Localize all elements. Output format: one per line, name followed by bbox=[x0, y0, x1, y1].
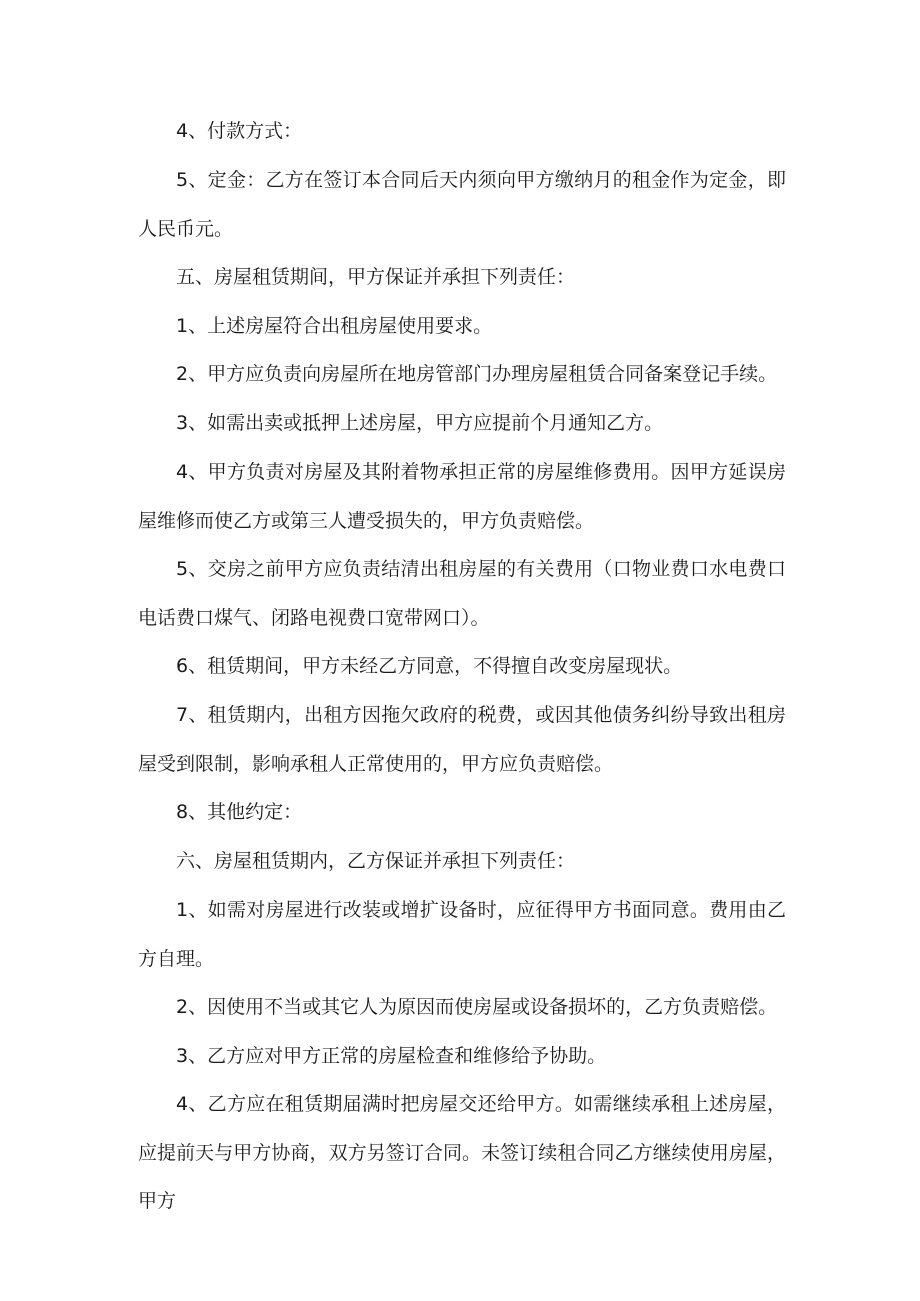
section-heading-five: 五、房屋租赁期间，甲方保证并承担下列责任： bbox=[176, 266, 576, 288]
paragraph-tenant-item-2: 2、因使用不当或其它人为原因而使房屋或设备损坏的，乙方负责赔偿。 bbox=[176, 996, 778, 1018]
paragraph-deposit: 5、定金：乙方在签订本合同后天内须向甲方缴纳月的租金作为定金，即人民币元。 bbox=[138, 169, 786, 240]
paragraph-tenant-item-4: 4、乙方应在租赁期届满时把房屋交还给甲方。如需继续承租上述房屋，应提前天与甲方协商，双方另签订合同。未签订续租合同乙方继续使用房屋，甲方 bbox=[138, 1093, 786, 1212]
paragraph-item-5: 5、交房之前甲方应负责结清出租房屋的有关费用（口物业费口水电费口电话费口煤气、闭路电视费口宽带网口）。 bbox=[138, 558, 786, 629]
paragraph-item-3: 3、如需出卖或抵押上述房屋，甲方应提前个月通知乙方。 bbox=[176, 412, 664, 434]
paragraph-item-7: 7、租赁期内，出租方因拖欠政府的税费，或因其他债务纠纷导致出租房屋受到限制，影响承租人正常使用的，甲方应负责赔偿。 bbox=[138, 704, 786, 775]
paragraph-item-4: 4、甲方负责对房屋及其附着物承担正常的房屋维修费用。因甲方延误房屋维修而使乙方或第三人遭受损失的，甲方负责赔偿。 bbox=[138, 461, 786, 532]
paragraph-item-8: 8、其他约定： bbox=[176, 801, 303, 823]
paragraph-payment-method: 4、付款方式： bbox=[176, 120, 303, 142]
paragraph-tenant-item-1: 1、如需对房屋进行改装或增扩设备时，应征得甲方书面同意。费用由乙方自理。 bbox=[138, 899, 786, 970]
paragraph-item-2: 2、甲方应负责向房屋所在地房管部门办理房屋租赁合同备案登记手续。 bbox=[176, 363, 778, 385]
paragraph-item-1: 1、上述房屋符合出租房屋使用要求。 bbox=[176, 315, 493, 337]
paragraph-tenant-item-3: 3、乙方应对甲方正常的房屋检查和维修给予协助。 bbox=[176, 1045, 607, 1067]
paragraph-item-6: 6、租赁期间，甲方未经乙方同意，不得擅自改变房屋现状。 bbox=[176, 655, 683, 677]
section-heading-six: 六、房屋租赁期内，乙方保证并承担下列责任： bbox=[176, 850, 576, 872]
